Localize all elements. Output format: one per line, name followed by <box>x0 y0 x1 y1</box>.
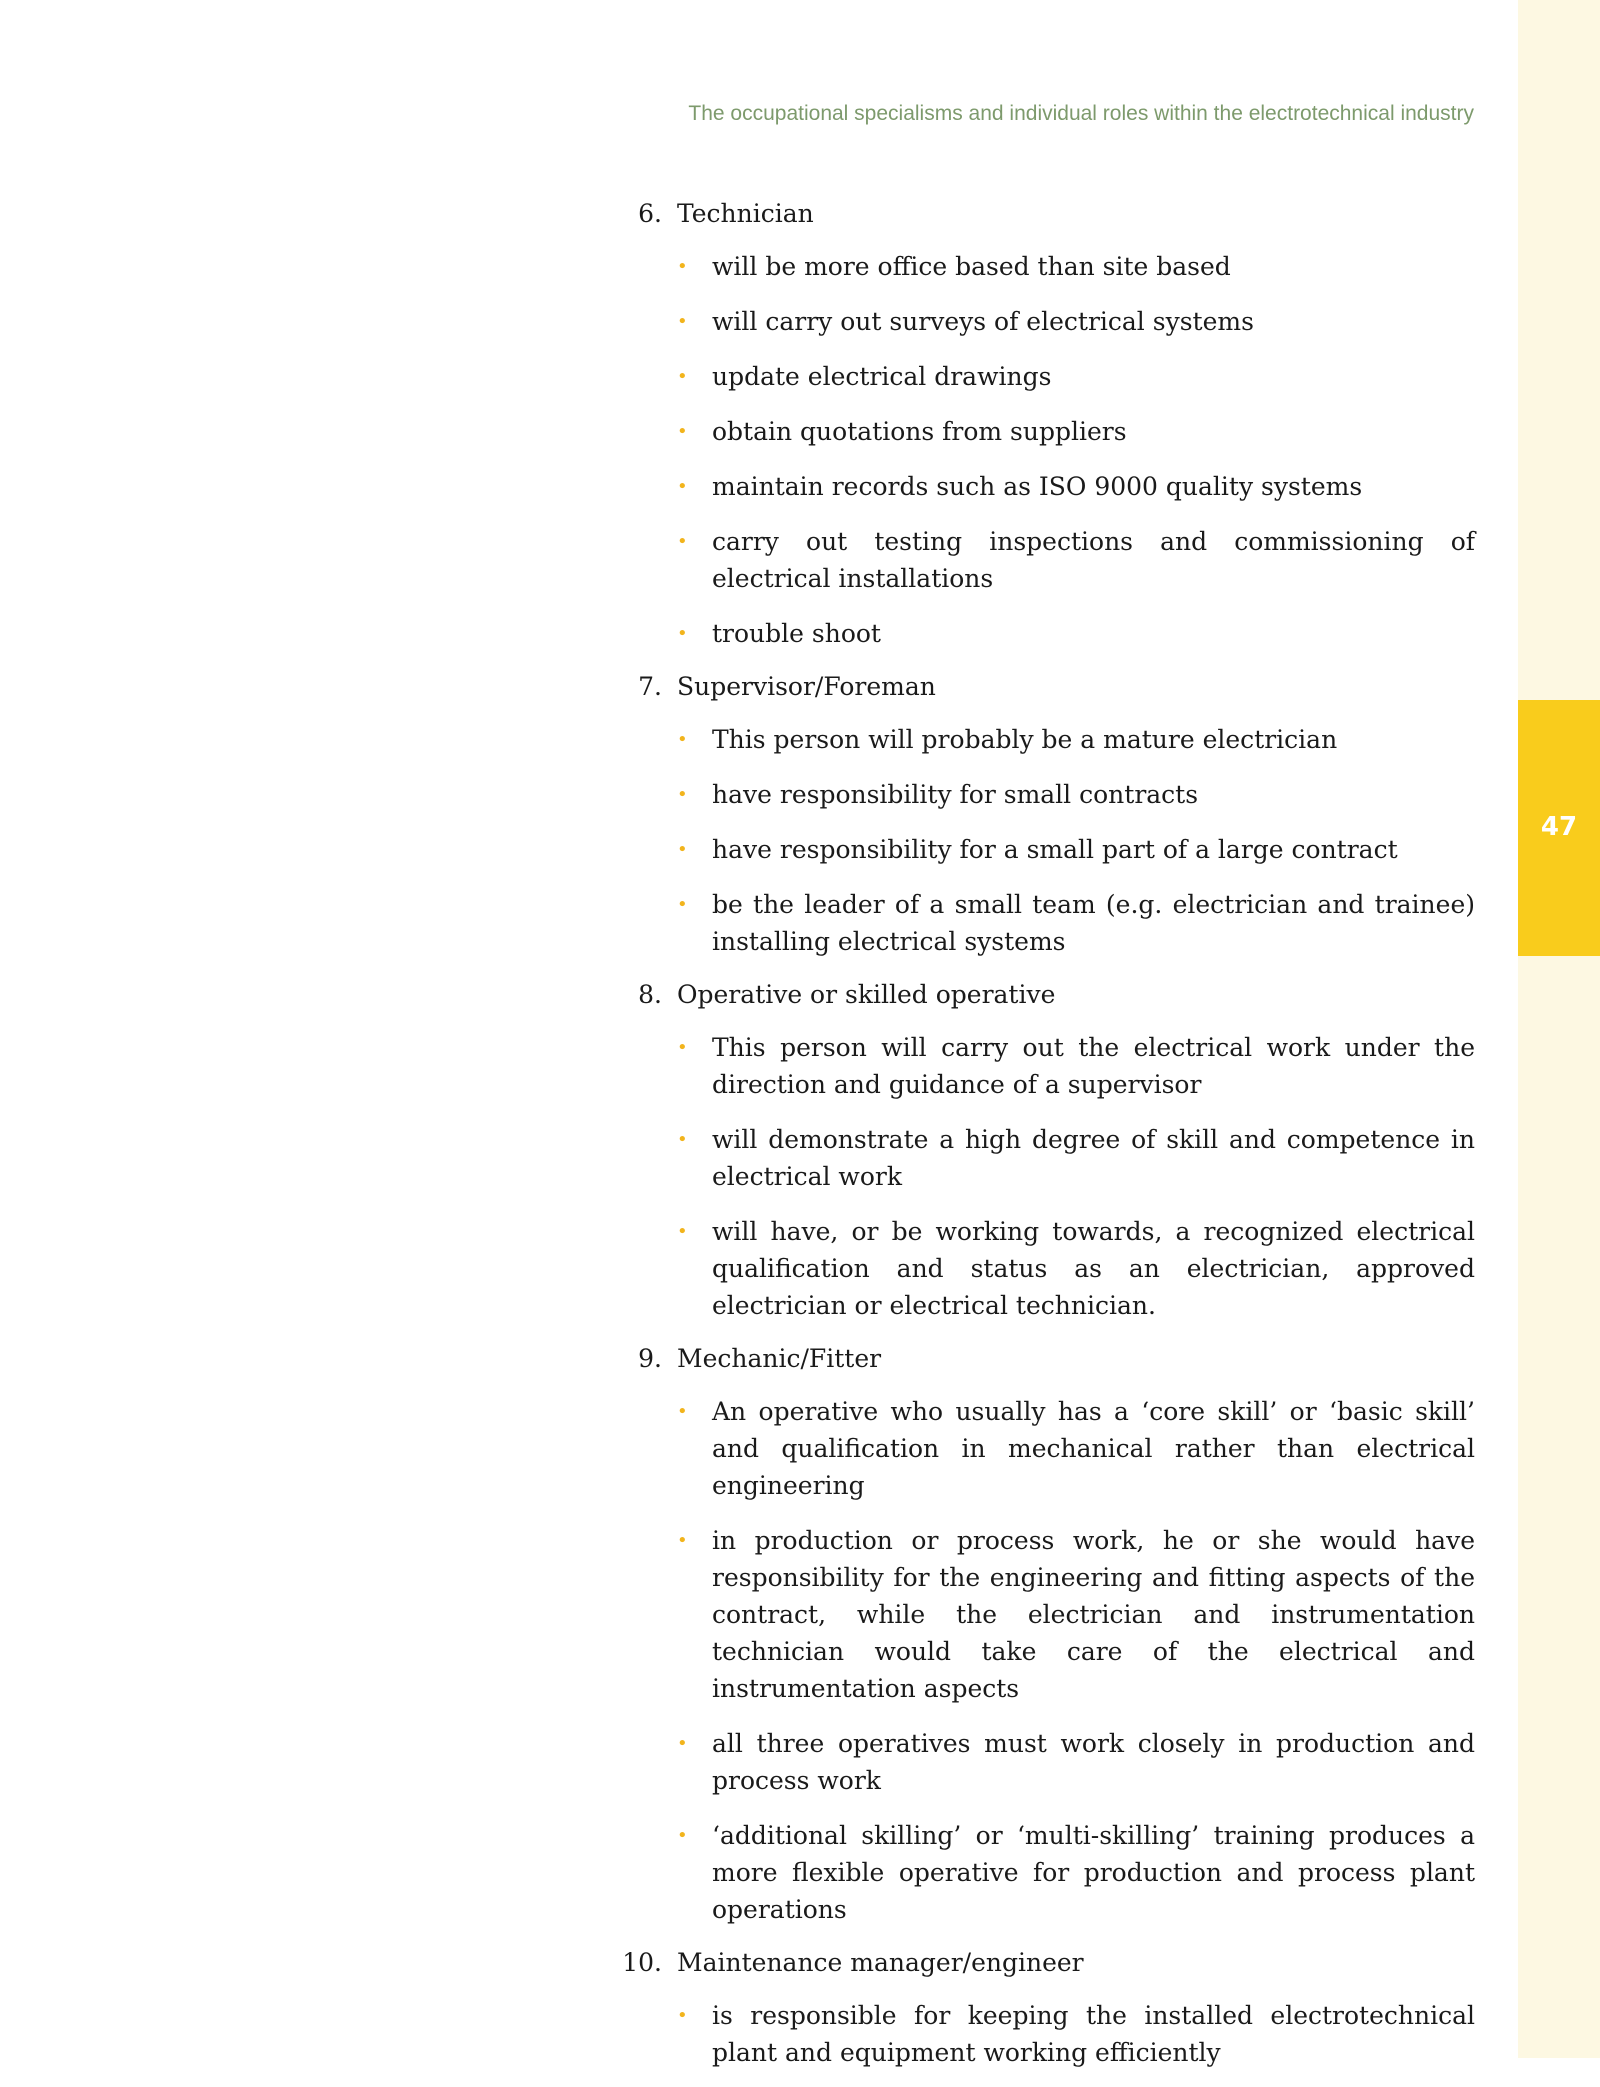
page-edge-band <box>1518 0 1600 2058</box>
bullet-text: all three operatives must work closely in production and process work <box>712 1729 1475 1795</box>
role-title: Technician <box>677 199 814 228</box>
running-header: The occupational specialisms and individual roles within the electrotechnical industry <box>688 102 1474 125</box>
bullet-text: will demonstrate a high degree of skill and competence in electrical work <box>712 1125 1475 1191</box>
bullet-text: trouble shoot <box>712 619 881 648</box>
bullet-item <box>677 303 1475 340</box>
bullet-text: An operative who usually has a ‘core skill’ or ‘basic skill’ and qualification in mechanical rather than electrical engineering <box>712 1397 1475 1500</box>
role-item <box>600 195 1475 652</box>
bullet-text: in production or process work, he or she would have responsibility for the engineering and fitting aspects of the contract, while the electrician and instrumentation technician would take care of the electrical and instrumentation aspects <box>712 1526 1475 1703</box>
bullet-dot-icon: • <box>677 1825 688 1846</box>
bullet-text: maintain records such as ISO 9000 quality systems <box>712 472 1363 501</box>
bullet-item <box>677 358 1475 395</box>
bullet-dot-icon: • <box>677 476 688 497</box>
bullet-item <box>677 468 1475 505</box>
bullet-dot-icon: • <box>677 311 688 332</box>
bullet-dot-icon: • <box>677 421 688 442</box>
bullet-item <box>677 1817 1475 1928</box>
bullet-text: This person will probably be a mature electrician <box>712 725 1338 754</box>
bullet-item <box>677 1725 1475 1799</box>
page-number: 47 <box>1540 812 1578 842</box>
role-item <box>600 1944 1475 2071</box>
bullet-text: will carry out surveys of electrical systems <box>712 307 1254 336</box>
bullet-text: have responsibility for a small part of a large contract <box>712 835 1398 864</box>
bullet-item <box>677 831 1475 868</box>
role-number: 9. <box>638 1344 662 1373</box>
bullet-dot-icon: • <box>677 1401 688 1422</box>
bullet-item <box>677 413 1475 450</box>
bullet-dot-icon: • <box>677 1129 688 1150</box>
bullet-dot-icon: • <box>677 623 688 644</box>
bullet-item <box>677 523 1475 597</box>
role-title: Operative or skilled operative <box>677 980 1056 1009</box>
bullet-dot-icon: • <box>677 894 688 915</box>
bullet-list <box>677 1029 1475 1324</box>
bullet-item <box>677 248 1475 285</box>
bullet-text: will have, or be working towards, a recognized electrical qualification and status as an electrician, approved electrician or electrical technician. <box>712 1217 1475 1320</box>
role-title: Mechanic/Fitter <box>677 1344 882 1373</box>
role-number: 10. <box>622 1948 662 1977</box>
bullet-text: will be more office based than site based <box>712 252 1231 281</box>
bullet-text: update electrical drawings <box>712 362 1052 391</box>
bullet-text: is responsible for keeping the installed electrotechnical plant and equipment working efficiently <box>712 2001 1475 2067</box>
bullet-dot-icon: • <box>677 784 688 805</box>
bullet-item <box>677 1029 1475 1103</box>
bullet-item <box>677 721 1475 758</box>
bullet-list <box>677 721 1475 960</box>
role-title: Maintenance manager/engineer <box>677 1948 1084 1977</box>
bullet-dot-icon: • <box>677 1733 688 1754</box>
bullet-item <box>677 1393 1475 1504</box>
bullet-list <box>677 1997 1475 2071</box>
bullet-list <box>677 1393 1475 1928</box>
role-item <box>600 668 1475 960</box>
bullet-text: obtain quotations from suppliers <box>712 417 1127 446</box>
bullet-dot-icon: • <box>677 729 688 750</box>
bullet-dot-icon: • <box>677 1221 688 1242</box>
bullet-dot-icon: • <box>677 839 688 860</box>
bullet-item <box>677 615 1475 652</box>
bullet-item <box>677 1997 1475 2071</box>
bullet-dot-icon: • <box>677 1037 688 1058</box>
bullet-dot-icon: • <box>677 1530 688 1551</box>
role-item <box>600 1340 1475 1928</box>
role-title: Supervisor/Foreman <box>677 672 936 701</box>
role-list <box>600 195 1475 2087</box>
bullet-list <box>677 248 1475 652</box>
bullet-text: This person will carry out the electrical work under the direction and guidance of a supervisor <box>712 1033 1475 1099</box>
bullet-text: have responsibility for small contracts <box>712 780 1199 809</box>
bullet-item <box>677 1121 1475 1195</box>
bullet-dot-icon: • <box>677 366 688 387</box>
role-number: 6. <box>638 199 662 228</box>
bullet-item <box>677 1213 1475 1324</box>
role-number: 8. <box>638 980 662 1009</box>
bullet-text: carry out testing inspections and commissioning of electrical installations <box>712 527 1475 593</box>
role-number: 7. <box>638 672 662 701</box>
bullet-text: ‘additional skilling’ or ‘multi-skilling’ training produces a more flexible operative for production and process plant operations <box>712 1821 1475 1924</box>
bullet-dot-icon: • <box>677 2005 688 2026</box>
role-item <box>600 976 1475 1324</box>
bullet-item <box>677 886 1475 960</box>
bullet-text: be the leader of a small team (e.g. electrician and trainee) installing electrical systems <box>712 890 1475 956</box>
bullet-item <box>677 1522 1475 1707</box>
bullet-item <box>677 776 1475 813</box>
bullet-dot-icon: • <box>677 531 688 552</box>
bullet-dot-icon: • <box>677 256 688 277</box>
